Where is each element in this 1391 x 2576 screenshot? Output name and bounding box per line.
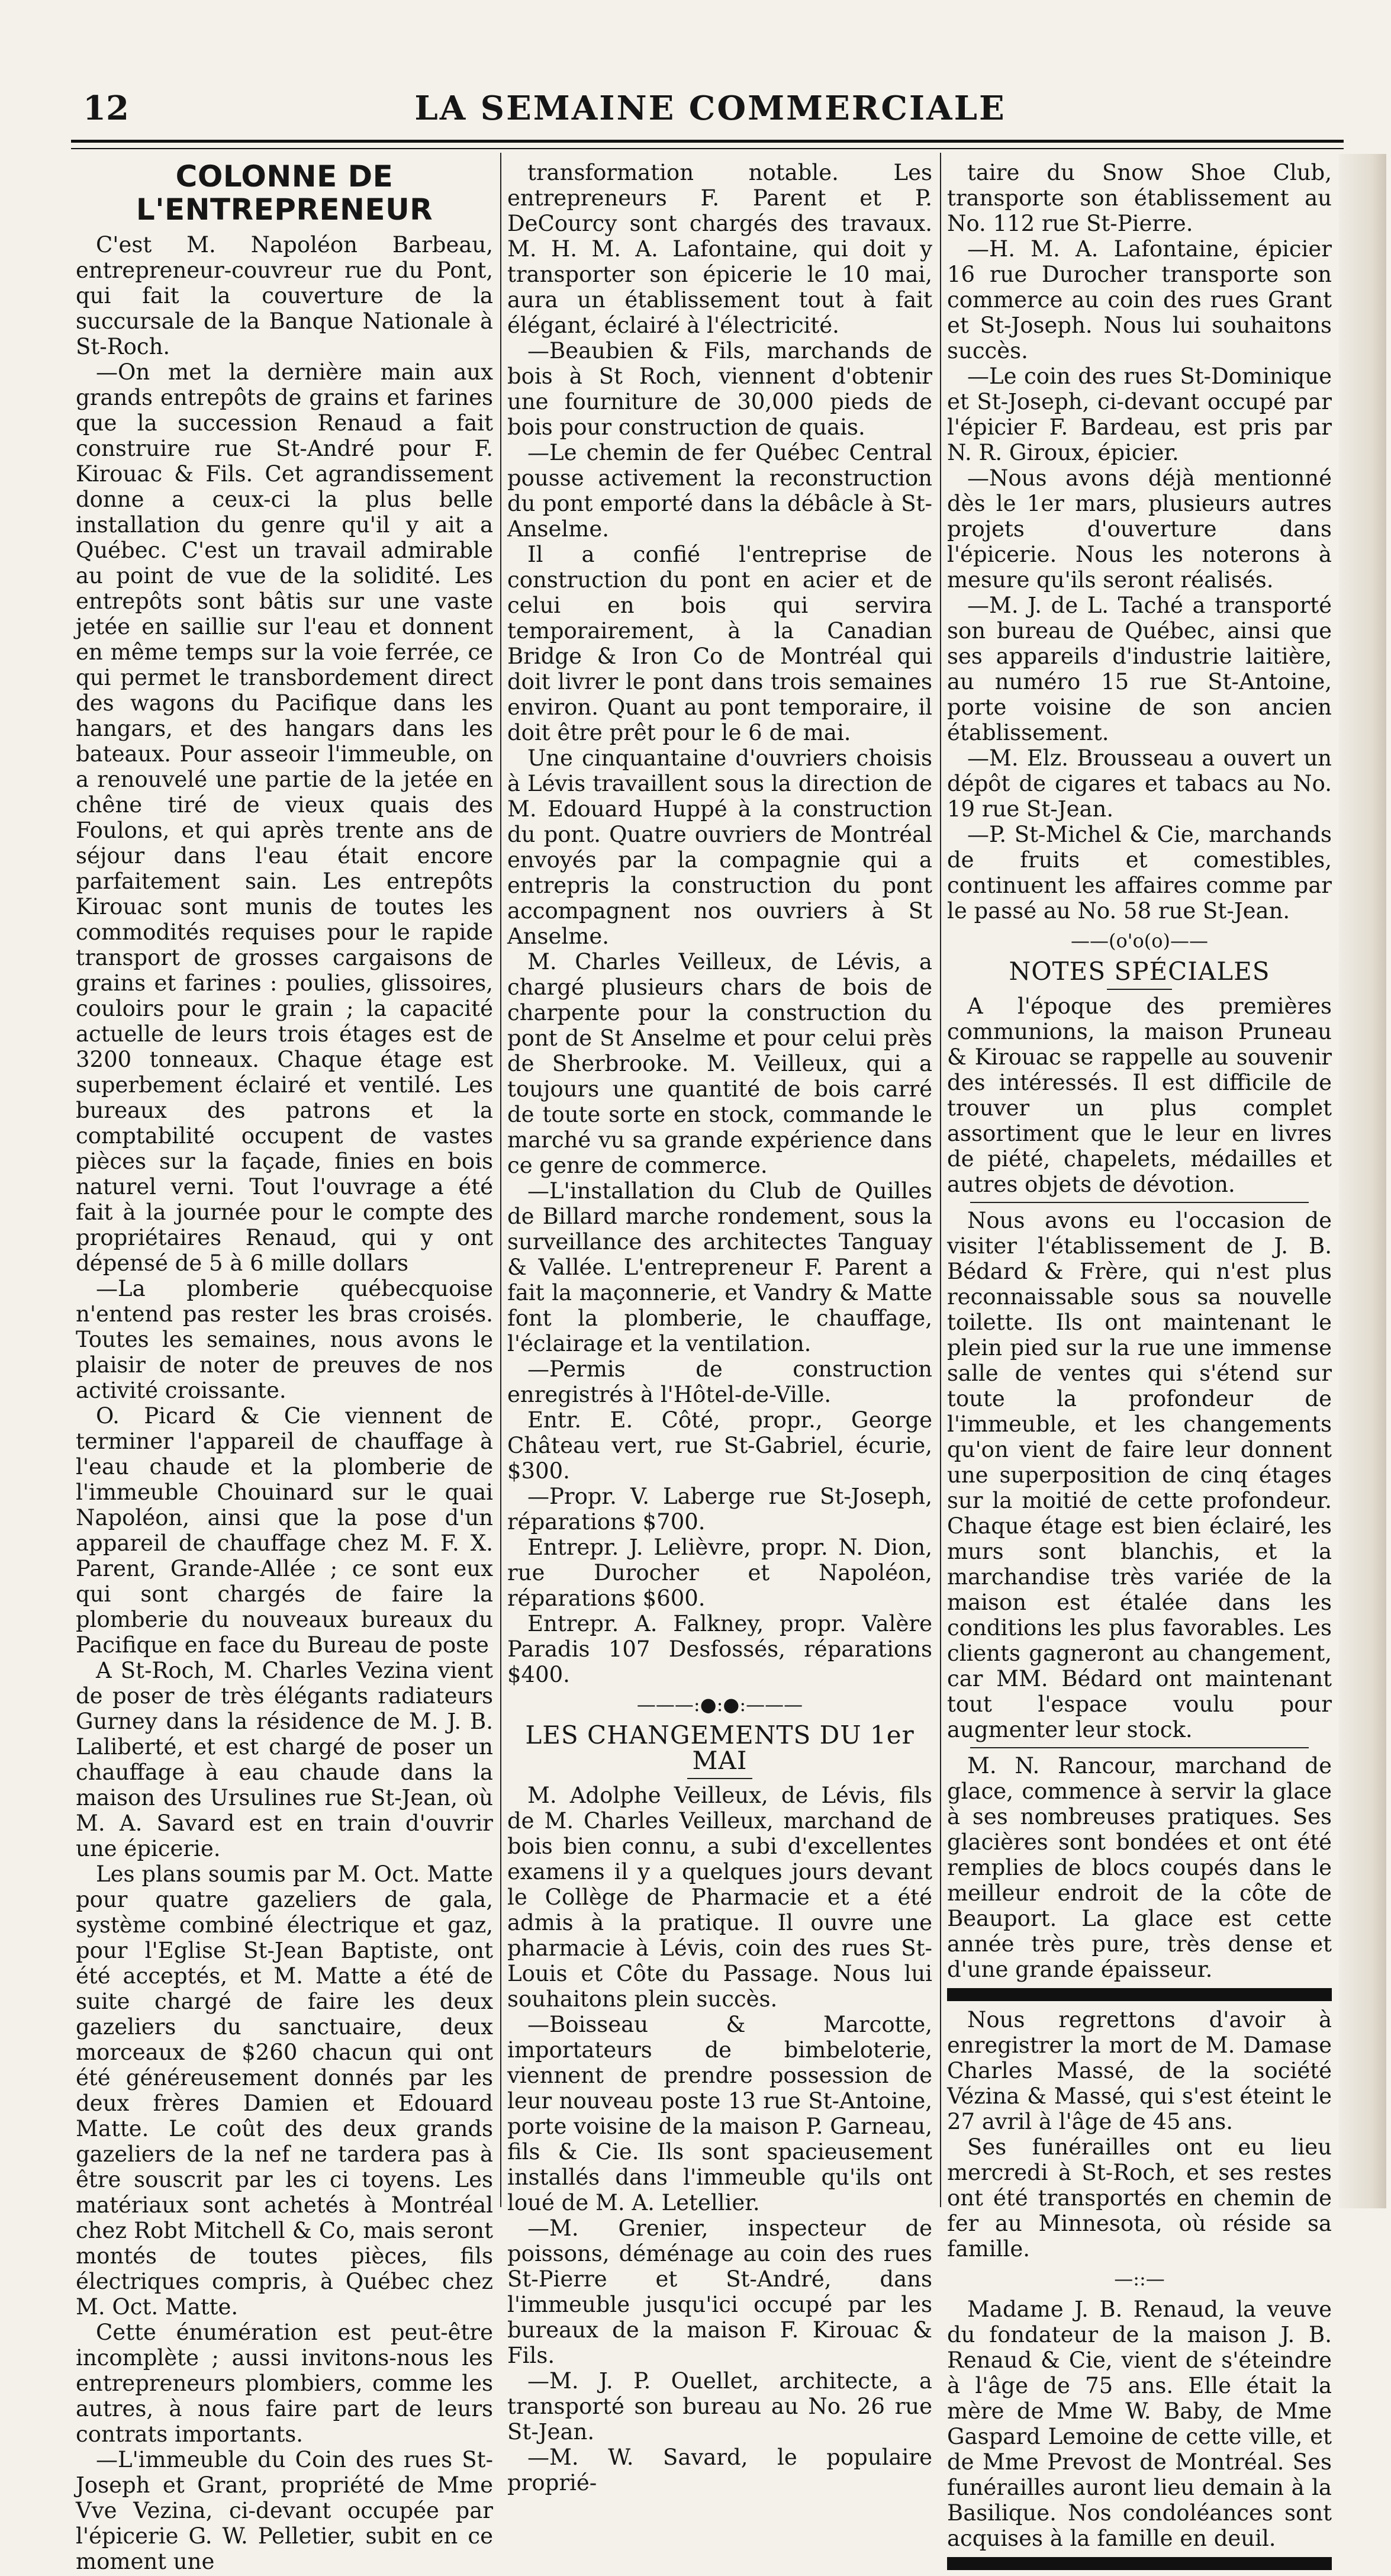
section-heading-notes: NOTES SPÉCIALES [1009, 957, 1270, 986]
paragraph: —M. W. Savard, le populaire proprié- [507, 2445, 932, 2495]
column-right [947, 160, 1332, 2576]
article-body [947, 2007, 1332, 2262]
paragraph: A l'époque des premières communions, la maison Pruneau & Kirouac se rappelle au souvenir des intéressés. Il est difficile de trouver un plus complet assortiment que le leur en livres de piété, chapelets, médailles et autres objets de dévotion. [947, 993, 1332, 1197]
paragraph: Madame J. B. Renaud, la veuve du fondateur de la maison J. B. Renaud & Cie, vient de s'éteindre à l'âge de 75 ans. Elle était la mère de Mme W. Baby, de Mme Gaspard Lemoine de cette ville, et de Mme Prevost de Montréal. Ses funérailles auront lieu demain à la Basilique. Nos condoléances sont acquises à la famille en deuil. [947, 2297, 1332, 2551]
ornament-divider: ———:●:●:——— [636, 1693, 803, 1716]
small-separator: —::— [1114, 2268, 1165, 2290]
paragraph: —Propr. V. Laberge rue St-Joseph, réparations $700. [507, 1484, 932, 1535]
header-rule [71, 140, 1344, 143]
paragraph: Entrepr. A. Falkney, propr. Valère Paradis 107 Desfossés, réparations $400. [507, 1611, 932, 1687]
paragraph: Il a confié l'entreprise de construction du pont en acier et de celui en bois qui servira temporairement, à la Canadian Bridge & Iron Co de Montréal qui doit livrer le pont dans trois semaines environ. Quant au pont temporaire, il doit être prêt pour le 6 de mai. [507, 542, 932, 745]
paragraph: —P. St-Michel & Cie, marchands de fruits et comestibles, continuent les affaires comme par le passé au No. 58 rue St-Jean. [947, 822, 1332, 924]
paragraph: O. Picard & Cie viennent de terminer l'appareil de chauffage à l'eau chaude et la plomberie de l'immeuble Chouinard sur le quai Napoléon, ainsi que la pose d'un appareil de chauffage chez M. F. X. Parent, Grande-Allée ; ce sont eux qui sont chargés de faire la plomberie du nouveaux bureaux du Pacifique en face du Bureau de poste [76, 1403, 493, 1658]
paragraph: —Le chemin de fer Québec Central pousse activement la reconstruction du pont emporté dans la débâcle à St-Anselme. [507, 440, 932, 542]
running-title: LA SEMAINE COMMERCIALE [414, 89, 1006, 128]
divider-rule [970, 1202, 1309, 1203]
paragraph: taire du Snow Shoe Club, transporte son établissement au No. 112 rue St-Pierre. [947, 160, 1332, 236]
paragraph: transformation notable. Les entrepreneurs F. Parent et P. DeCourcy sont chargés des travaux. M. H. M. A. Lafontaine, qui doit y transporter son épicerie le 10 mai, aura un établissement tout à fait élégant, éclairé à l'électricité. [507, 160, 932, 338]
paragraph: M. N. Rancour, marchand de glace, commence à servir la glace à ses nombreuses pratiques. Ses glacières sont bondées et ont été remplies de blocs coupés dans le meilleur endroit de la côte de Beauport. La glace est cette année très pure, très dense et d'une grande épaisseur. [947, 1753, 1332, 1982]
mourning-bar [947, 1988, 1332, 2001]
paragraph: Entrepr. J. Lelièvre, propr. N. Dion, rue Durocher et Napoléon, réparations $600. [507, 1535, 932, 1611]
paragraph: M. Charles Veilleux, de Lévis, a chargé plusieurs chars de bois de charpente pour la construction du pont de St Anselme et pour celui près de Sherbrooke. M. Veilleux, qui a toujours une quantité de bois carré de toute sorte en stock, commande le marché vu sa grande expérience dans ce genre de commerce. [507, 949, 932, 1178]
adjacent-page-edge [1339, 154, 1386, 2208]
paragraph: —La plomberie québecquoise n'entend pas rester les bras croisés. Toutes les semaines, nous avons le plaisir de noter de preuves de nos activité croissante. [76, 1276, 493, 1403]
paragraph: Entr. E. Côté, propr., George Château vert, rue St-Gabriel, écurie, $300. [507, 1407, 932, 1484]
paragraph: —On met la dernière main aux grands entrepôts de grains et farines que la succession Renaud a fait construire rue St-André pour F. Kirouac & Fils. Cet agrandissement donne a ceux-ci la plus belle installation du genre qu'il y ait a Québec. C'est un travail admirable au point de vue de la solidité. Les entrepôts sont bâtis sur une vaste jetée en saillie sur l'eau et donnent en même temps sur la voie ferrée, ce qui permet le transbordement direct des wagons du Pacifique dans les hangars, et des hangars dans les bateaux. Pour asseoir l'immeuble, on a renouvelé une partie de la jetée en chêne tiré de vieux quais des Foulons, et qui après trente ans de séjour dans l'eau était encore parfaitement sain. Les entrepôts Kirouac sont munis de toutes les commodités requises pour le rapide transport de grosses cargaisons de grains et farines : poulies, glissoires, couloirs pour le grain ; la capacité actuelle de leurs trois étages est de 3200 tonneaux. Chaque étage est superbement éclairé et ventilé. Les bureaux des patrons et la comptabilité occupent de vastes pièces sur la façade, finies en bois naturel verni. Tout l'ouvrage a été fait à la journée pour le compte des propriétaires Renaud, qui y ont dépensé de 5 à 6 mille dollars [76, 359, 493, 1276]
paragraph: —M. Elz. Brousseau a ouvert un dépôt de cigares et tabacs au No. 19 rue St-Jean. [947, 745, 1332, 822]
paragraph: Nous avons eu l'occasion de visiter l'établissement de J. B. Bédard & Frère, qui n'est plus reconnaissable sous sa nouvelle toilette. Ils ont maintenant le plein pied sur la rue une immense salle de ventes qui s'étend sur toute la profondeur de l'immeuble, et les changements qu'on vient de faire leur donnent une superposition de cinq étages sur la moitié de cette profondeur. Chaque étage est bien éclairé, les murs sont blanchis, et la marchandise très variée de la maison est étalée dans les conditions les plus favorables. Les clients gagneront au changement, car MM. Bédard ont maintenant tout l'espace voulu pour augmenter leur stock. [947, 1208, 1332, 1742]
paragraph: Une cinquantaine d'ouvriers choisis à Lévis travaillent sous la direction de M. Edouard Huppé à la construction du pont. Quatre ouvriers de Montréal envoyés par la compagnie qui a entrepris la construction du pont accompagnent nos ouvriers à St Anselme. [507, 745, 932, 949]
article-body [947, 2297, 1332, 2551]
paragraph: —L'installation du Club de Quilles de Billard marche rondement, sous la surveillance des architectes Tanguay & Vallée. L'entrepreneur F. Parent a fait la maçonnerie, et Vandry & Matte font la plomberie, le chauffage, l'éclairage et la ventilation. [507, 1178, 932, 1356]
heading-rule [687, 1778, 752, 1779]
paragraph: —M. J. de L. Taché a transporté son bureau de Québec, ainsi que ses appareils d'industrie laitière, au numéro 15 rue St-Antoine, porte voisine de son ancien établissement. [947, 593, 1332, 745]
section-heading-changements: LES CHANGEMENTS DU 1er MAI [525, 1720, 915, 1775]
paragraph: Les plans soumis par M. Oct. Matte pour quatre gazeliers de gala, système combiné électrique et gaz, pour l'Eglise St-Jean Baptiste, ont été acceptés, et M. Matte a été de suite chargé de faire les deux gazeliers du sanctuaire, deux morceaux de $260 chacun qui ont été généreusement donnés par les deux frères Damien et Edouard Matte. Le coût des deux grands gazeliers de la nef ne tardera pas à être souscrit par les ci toyens. Les matériaux sont achetés à Montréal chez Robt Mitchell & Co, mais seront montés de toutes pièces, fils électriques compris, à Québec chez M. Oct. Matte. [76, 1861, 493, 2320]
paragraph: —L'immeuble du Coin des rues St-Joseph et Grant, propriété de Mme Vve Vezina, ci-devant occupée par l'épicerie G. W. Pelletier, subit en ce moment une [76, 2447, 493, 2574]
paragraph: —H. M. A. Lafontaine, épicier 16 rue Durocher transporte son commerce au coin des rues Grant et St-Joseph. Nous lui souhaitons succès. [947, 236, 1332, 364]
ornament-divider: ——(o'o(o)—— [1070, 930, 1209, 952]
article-body [947, 1753, 1332, 1982]
paragraph: Cette énumération est peut-être incomplète ; aussi invitons-nous les entrepreneurs plombiers, comme les autres, à nous faire part de leurs contrats importants. [76, 2320, 493, 2447]
paragraph: Nous regrettons d'avoir à enregistrer la mort de M. Damase Charles Massé, de la société Vézina & Massé, qui s'est éteint le 27 avril à l'âge de 45 ans. [947, 2007, 1332, 2134]
article-body [507, 160, 932, 1687]
paragraph: —M. Grenier, inspecteur de poissons, déménage au coin des rues St-Pierre et St-André, dans l'immeuble jusqu'ici occupé par les bureaux de la maison F. Kirouac & Fils. [507, 2215, 932, 2368]
column-entrepreneur [76, 160, 493, 2574]
page-header [83, 89, 1338, 136]
header-rule-thin [71, 148, 1344, 149]
column-middle [507, 160, 932, 2495]
article-body [947, 160, 1332, 924]
paragraph: —M. J. P. Ouellet, architecte, a transporté son bureau au No. 26 rue St-Jean. [507, 2368, 932, 2445]
paragraph: M. Adolphe Veilleux, de Lévis, fils de M. Charles Veilleux, marchand de bois bien connu, a subi d'excellentes examens il y a quelques jours devant le Collège de Pharmacie et a été admis à la pratique. Il ouvre une pharmacie à Lévis, coin des rues St-Louis et Côte du Passage. Nous lui souhaitons plein succès. [507, 1783, 932, 2012]
column-separator [500, 153, 501, 2207]
article-body [947, 993, 1332, 1197]
article-body [507, 1783, 932, 2495]
page-number: 12 [83, 89, 129, 128]
column-separator [940, 153, 941, 2207]
paragraph: Ses funérailles ont eu lieu mercredi à St-Roch, et ses restes ont été transportés en chemin de fer au Minnesota, où réside sa famille. [947, 2134, 1332, 2262]
paragraph: —Le coin des rues St-Dominique et St-Joseph, ci-devant occupé par l'épicier F. Bardeau, est pris par N. R. Giroux, épicier. [947, 364, 1332, 465]
paragraph: —Beaubien & Fils, marchands de bois à St Roch, viennent d'obtenir une fourniture de 30,000 pieds de bois pour construction de quais. [507, 338, 932, 440]
heading-rule [1107, 989, 1172, 990]
column-heading: COLONNE DE L'ENTREPRENEUR [136, 159, 433, 227]
paragraph: C'est M. Napoléon Barbeau, entrepreneur-couvreur rue du Pont, qui fait la couverture de la succursale de la Banque Nationale à St-Roch. [76, 232, 493, 359]
article-body [947, 1208, 1332, 1742]
article-body [76, 232, 493, 2574]
paragraph: —Nous avons déjà mentionné dès le 1er mars, plusieurs autres projets d'ouverture dans l'épicerie. Nous les noterons à mesure qu'ils seront réalisés. [947, 465, 1332, 593]
paragraph: —Permis de construction enregistrés à l'Hôtel-de-Ville. [507, 1356, 932, 1407]
paragraph: A St-Roch, M. Charles Vezina vient de poser de très élégants radiateurs Gurney dans la résidence de M. J. B. Laliberté, et est chargé de poser un chauffage à eau chaude dans la maison des Ursulines rue St-Jean, où M. A. Savard est en train d'ouvrir une épicerie. [76, 1658, 493, 1861]
divider-rule [970, 1747, 1309, 1748]
paragraph: —Boisseau & Marcotte, importateurs de bimbeloterie, viennent de prendre possession de leur nouveau poste 13 rue St-Antoine, porte voisine de la maison P. Garneau, fils & Cie. Ils sont spacieusement installés dans l'immeuble qu'ils ont loué de M. A. Letellier. [507, 2012, 932, 2215]
mourning-bar [947, 2557, 1332, 2570]
